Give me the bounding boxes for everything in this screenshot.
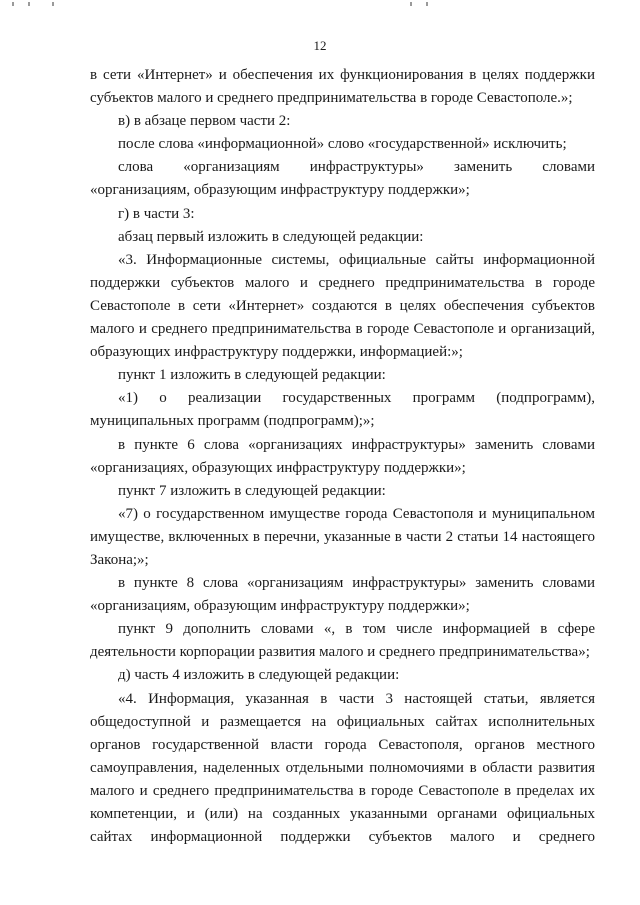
text-line: «организациях, образующих инфраструктуру поддержки»; <box>90 459 466 476</box>
text-line: Закона;»; <box>90 551 149 568</box>
text-line: «организациям, образующим инфраструктуру поддержки»; <box>90 182 470 199</box>
text-line: сайтах информационной поддержки субъектов малого и среднего <box>90 829 595 846</box>
text-line: малого и среднего предпринимательства в городе Севастополе и организаций, <box>90 321 595 338</box>
text-line: «1) о реализации государственных программ (подпрограмм), <box>118 390 595 407</box>
text-line: в) в абзаце первом части 2: <box>118 113 291 130</box>
page-number: 12 <box>313 38 327 53</box>
text-line: компетенции, и (или) на созданных указанными органами официальных <box>90 806 595 822</box>
text-line: г) в части 3: <box>118 205 195 222</box>
text-line: в сети «Интернет» и обеспечения их функционирования в целях поддержки <box>90 67 595 83</box>
scan-artifact-marks <box>0 2 640 10</box>
text-line: муниципальных программ (подпрограмм);»; <box>90 413 375 430</box>
text-line: Севастополе в сети «Интернет» создаются в целях обеспечения субъектов <box>90 297 595 314</box>
text-line: «4. Информация, указанная в части 3 настоящей статьи, является <box>118 690 595 707</box>
text-line: абзац первый изложить в следующей редакции: <box>118 228 424 245</box>
text-line: в пункте 6 слова «организациях инфраструктуры» заменить словами <box>118 436 595 453</box>
text-line: пункт 9 дополнить словами «, в том числе информацией в сфере <box>118 621 595 638</box>
text-line: д) часть 4 изложить в следующей редакции: <box>118 667 400 684</box>
text-line: самоуправления, наделенных отдельными полномочиями в области развития <box>90 759 595 776</box>
text-line: «организациям, образующим инфраструктуру поддержки»; <box>90 598 470 615</box>
text-line: деятельности корпорации развития малого и среднего предпринимательства»; <box>90 644 590 661</box>
document-body <box>90 64 595 849</box>
text-line: поддержки субъектов малого и среднего предпринимательства в городе <box>90 274 595 291</box>
text-line: слова «организациям инфраструктуры» заменить словами <box>118 159 595 176</box>
text-line: пункт 1 изложить в следующей редакции: <box>118 367 386 384</box>
text-line: в пункте 8 слова «организациям инфраструктуры» заменить словами <box>118 575 595 592</box>
text-line: общедоступной и размещается на официальных сайтах исполнительных <box>90 713 595 730</box>
text-line: образующих инфраструктуру поддержки, информацией:»; <box>90 344 463 361</box>
text-line: «3. Информационные системы, официальные сайты информационной <box>118 251 595 268</box>
text-line: малого и среднего предпринимательства в городе Севастополе в пределах их <box>90 782 595 799</box>
text-line: субъектов малого и среднего предпринимательства в городе Севастополе.»; <box>90 90 573 107</box>
text-line: пункт 7 изложить в следующей редакции: <box>118 482 386 499</box>
text-line: имуществе, включенных в перечни, указанные в части 2 статьи 14 настоящего <box>90 528 595 545</box>
text-line: органов государственной власти города Севастополя, органов местного <box>90 736 595 753</box>
text-line: после слова «информационной» слово «государственной» исключить; <box>118 136 567 153</box>
text-line: «7) о государственном имуществе города Севастополя и муниципальном <box>118 505 595 522</box>
